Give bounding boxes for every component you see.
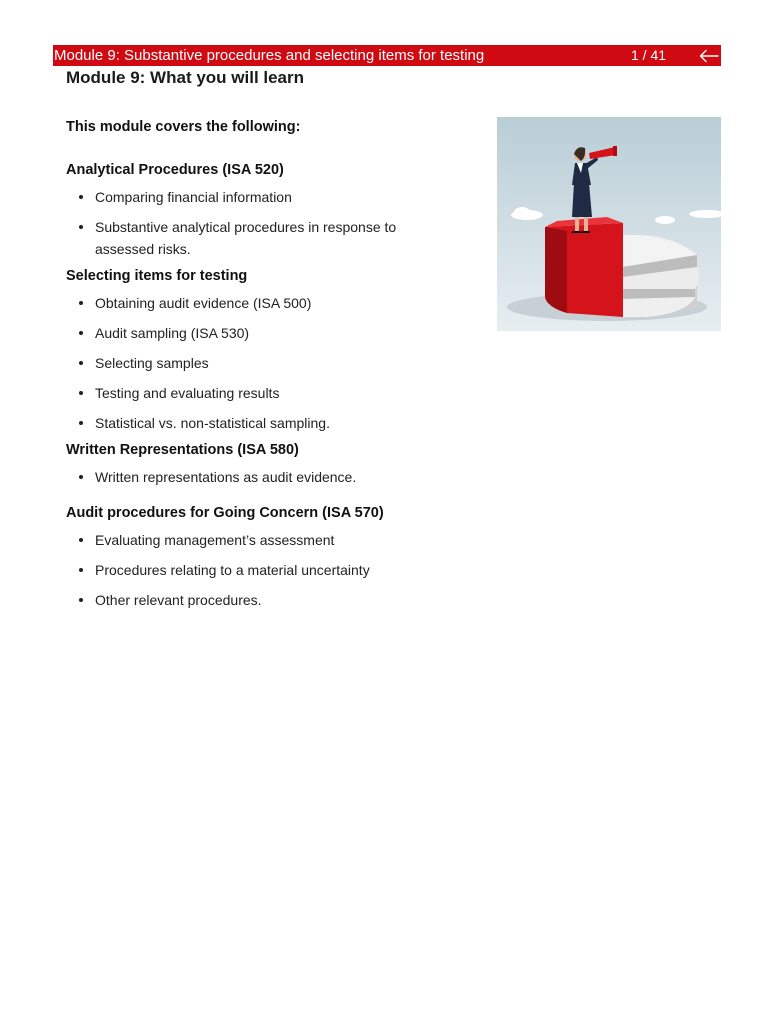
section-title: Selecting items for testing (66, 268, 248, 284)
bullet-list (66, 529, 446, 611)
back-arrow-icon[interactable] (697, 45, 721, 66)
list-item: Substantive analytical procedures in response to assessed risks. (66, 216, 446, 260)
list-item: Testing and evaluating results (66, 382, 446, 404)
section-analytical (66, 162, 446, 260)
bullet-list (66, 292, 446, 434)
section-written (66, 442, 446, 488)
list-item: Comparing financial information (66, 186, 446, 208)
businesswoman-telescope-pie-chart-illustration (497, 117, 721, 331)
list-item: Statistical vs. non-statistical sampling. (66, 412, 446, 434)
bullet-list (66, 186, 446, 260)
section-title: Analytical Procedures (ISA 520) (66, 162, 284, 178)
section-going-concern (66, 505, 446, 611)
list-item: Obtaining audit evidence (ISA 500) (66, 292, 446, 314)
list-item: Audit sampling (ISA 530) (66, 322, 446, 344)
page-heading: Module 9: What you will learn (66, 68, 305, 87)
list-item: Other relevant procedures. (66, 589, 446, 611)
list-item: Procedures relating to a material uncertainty (66, 559, 446, 581)
module-title: Module 9: Substantive procedures and selecting items for testing (54, 47, 485, 64)
page-indicator: 1 / 41 (631, 47, 667, 63)
content (66, 119, 446, 619)
bullet-list (66, 466, 446, 488)
list-item: Selecting samples (66, 352, 446, 374)
section-title: Written Representations (ISA 580) (66, 442, 299, 458)
intro-text: This module covers the following: (66, 119, 301, 135)
section-title: Audit procedures for Going Concern (ISA 570) (66, 505, 384, 521)
section-selecting (66, 268, 446, 434)
list-item: Written representations as audit evidence. (66, 466, 446, 488)
list-item: Evaluating management’s assessment (66, 529, 446, 551)
header-bar (53, 45, 721, 66)
